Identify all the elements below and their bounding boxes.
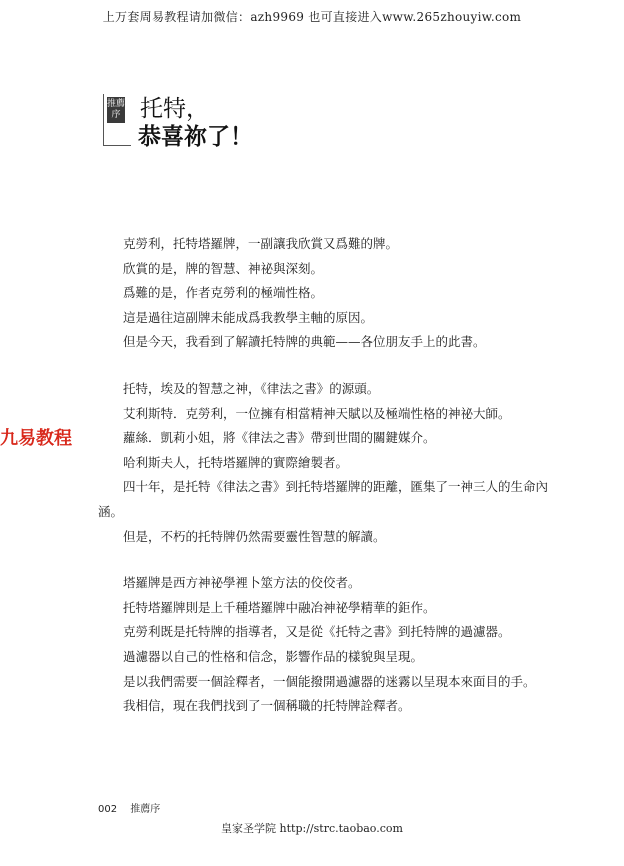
paragraph: 哈利斯夫人，托特塔羅牌的實際繪製者。 bbox=[123, 454, 349, 470]
paragraph: 爲難的是，作者克勞利的極端性格。 bbox=[123, 285, 324, 301]
footer-promo-text: 皇家圣学院 http://strc.taobao.com bbox=[221, 822, 403, 835]
paragraph: 克勞利既是托特牌的指導者，又是從《托特之書》到托特牌的過濾器。 bbox=[123, 624, 511, 640]
paragraph: 四十年，是托特《律法之書》到托特塔羅牌的距離，匯集了一神三人的生命內涵。 bbox=[98, 479, 549, 519]
paragraph: 但是今天，我看到了解讀托特牌的典範——各位朋友手上的此書。 bbox=[123, 334, 486, 350]
paragraph: 這是過往這副牌未能成爲我教學主軸的原因。 bbox=[123, 309, 374, 325]
title-line-2: 恭喜祢了！ bbox=[138, 123, 253, 150]
paragraph: 托特塔羅牌則是上千種塔羅牌中融冶神祕學精華的鉅作。 bbox=[123, 599, 436, 615]
paragraph: 托特，埃及的智慧之神，《律法之書》的源頭。 bbox=[123, 380, 380, 396]
paragraph: 克勞利，托特塔羅牌，一副讓我欣賞又爲難的牌。 bbox=[123, 236, 399, 251]
footer-section-label: 推薦序 bbox=[130, 804, 161, 815]
page-footer bbox=[98, 800, 160, 815]
paragraph: 艾利斯特．克勞利，一位擁有相當精神天賦以及極端性格的神祕大師。 bbox=[123, 405, 511, 421]
watermark-label: 九易教程 bbox=[0, 428, 72, 449]
page-number: 002 bbox=[98, 804, 118, 815]
paragraph: 是以我們需要一個詮釋者，一個能撥開過濾器的迷霧以呈現本來面目的手。 bbox=[123, 673, 536, 689]
paragraph: 但是，不朽的托特牌仍然需要靈性智慧的解讀。 bbox=[123, 528, 386, 544]
paragraph-spacer bbox=[98, 355, 558, 377]
title-line-1: 托特， bbox=[140, 96, 209, 122]
paragraph: 欣賞的是，牌的智慧、神祕與深刻。 bbox=[123, 260, 324, 276]
section-tag: 推薦序 bbox=[107, 97, 125, 123]
paragraph-spacer bbox=[98, 549, 558, 571]
paragraph: 蘿絲．凱莉小姐，將《律法之書》帶到世間的關鍵媒介。 bbox=[123, 430, 436, 446]
paragraph: 我相信，現在我們找到了一個稱職的托特牌詮釋者。 bbox=[123, 698, 411, 714]
body-text bbox=[98, 232, 558, 719]
paragraph: 塔羅牌是西方神祕學裡卜筮方法的佼佼者。 bbox=[123, 575, 361, 591]
header-promo-text: 上万套周易教程请加微信：azh9969 也可直接进入www.265zhouyiw.com bbox=[102, 10, 522, 24]
paragraph: 過濾器以自己的性格和信念，影響作品的樣貌與呈現。 bbox=[123, 648, 424, 664]
